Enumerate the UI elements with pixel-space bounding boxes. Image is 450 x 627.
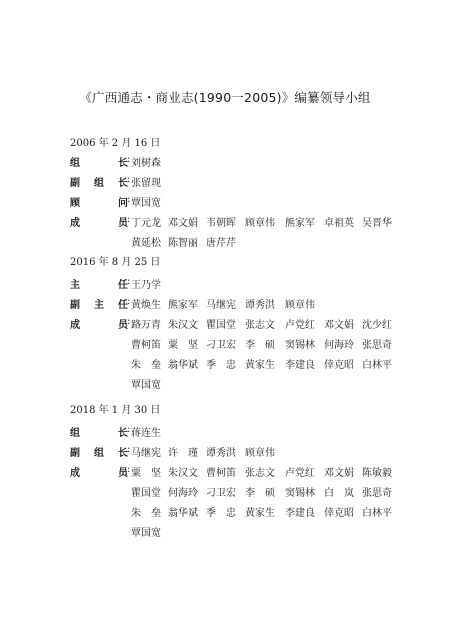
member-name: 覃国宽 <box>131 380 161 391</box>
member-name: 顾章伟 <box>245 448 275 459</box>
role-label: 副 : 主 任 <box>70 296 131 311</box>
member-name: 白林平 <box>362 508 392 519</box>
role-label: 组 : 长 <box>70 154 131 169</box>
member-name: 刁卫宏 <box>206 340 236 351</box>
member-name: 张志文 <box>245 320 275 331</box>
member-name: 熊家军 <box>168 300 198 311</box>
member-name: 张留现 <box>131 178 161 189</box>
member-name: 蒋连生 <box>131 428 161 439</box>
role-label-text: 主 <box>70 280 80 291</box>
member-name: 白林平 <box>362 360 392 371</box>
member-name: 瞿国堂 <box>206 320 236 331</box>
document-page: 《广西通志・商业志(1990一2005)》编纂领导小组 2006 年 2 月 16 日 组 : 长 副 : 组 长 顾 : 问 成 : 员 刘树森 张留现 覃国宽 丁元龙 邓文娟 韦朝晖 顾章伟 熊家军 卓祖英 吴晋华 黄延松 陈智丽 唐芹芹 2016 年 8 月 25 日 主 : 任 副 : 主 任 成 : 员 王乃学 黄焕生 熊家军 马继宪 谭秀洪 顾章伟 路万青 朱汉文 瞿国堂 张志文 卢党红 邓文娟 沈少红 曹柯笛 粟 坚 刁卫宏 李 硕 窦锡林 何海玲 张思奇 朱 垒 翁华斌 季 忠 黄家生 李建良 倖克昭 白林平 覃国宽 2018 年 1 月 30 日 组 : 长 副 : 组 长 成 : 员 蒋连生 马继宪 许 瑾 谭秀洪 顾章伟 粟 坚 朱汉文 曹柯笛 张志文 卢党红 邓文娟 陈敏毅 瞿国堂 何海玲 刁卫宏 李 硕 窦锡林 白 岚 张思奇 朱 垒 翁华斌 季 忠 黄家生 李建良 倖克昭 白林平 覃国宽 <box>0 0 450 627</box>
member-name: 邓文娟 <box>324 320 354 331</box>
section-date: 2006 年 2 月 16 日 <box>70 138 161 149</box>
member-name: 卢党红 <box>285 468 315 479</box>
member-name: 马继宪 <box>131 448 161 459</box>
member-name: 谭秀洪 <box>245 300 275 311</box>
member-name: 张思奇 <box>362 340 392 351</box>
member-name: 路万青 <box>131 320 161 331</box>
member-name: 黄延松 <box>131 238 161 249</box>
member-name: 丁元龙 <box>131 218 161 229</box>
member-name: 黄家生 <box>245 508 275 519</box>
member-name: 吴晋华 <box>362 218 392 229</box>
member-name: 倖克昭 <box>324 508 354 519</box>
role-label: 副 : 组 长 <box>70 174 131 189</box>
member-name: 谭秀洪 <box>206 448 236 459</box>
member-name: 黄家生 <box>245 360 275 371</box>
member-name: 顾章伟 <box>285 300 315 311</box>
member-name: 陈敏毅 <box>362 468 392 479</box>
member-name: 熊家军 <box>285 218 315 229</box>
member-name: 瞿国堂 <box>131 488 161 499</box>
member-name: 李建良 <box>285 360 315 371</box>
member-name: 曹柯笛 <box>131 340 161 351</box>
member-name: 陈智丽 <box>168 238 198 249</box>
member-name: 沈少红 <box>362 320 392 331</box>
member-name: 张思奇 <box>362 488 392 499</box>
member-name: 覃国宽 <box>131 528 161 539</box>
member-name: 唐芹芹 <box>206 238 236 249</box>
member-name: 窦锡林 <box>285 488 315 499</box>
role-label-text: 副 <box>70 448 80 459</box>
member-name: 倖克昭 <box>324 360 354 371</box>
role-label-text: 副 <box>70 178 80 189</box>
section-date: 2018 年 1 月 30 日 <box>70 405 161 416</box>
member-name: 何海玲 <box>168 488 198 499</box>
role-label-text: 成 <box>70 320 80 331</box>
role-label: 顾 : 问 <box>70 194 131 209</box>
role-label-text: 成 <box>70 468 80 479</box>
role-label: 成 : 员 <box>70 214 131 229</box>
member-name: 覃国宽 <box>131 198 161 209</box>
role-label: 主 : 任 <box>70 276 131 291</box>
member-name: 黄焕生 <box>131 300 161 311</box>
role-label-text: 组 <box>70 158 80 169</box>
member-name: 刘树森 <box>131 158 161 169</box>
member-name: 窦锡林 <box>285 340 315 351</box>
member-name: 朱汉文 <box>168 468 198 479</box>
role-label-text: 副 <box>70 300 80 311</box>
document-title: 《广西通志・商业志(1990一2005)》编纂领导小组 <box>79 90 371 105</box>
member-name: 王乃学 <box>131 280 161 291</box>
member-name: 朱汉文 <box>168 320 198 331</box>
member-name: 顾章伟 <box>245 218 275 229</box>
role-label-text: 顾 <box>70 198 80 209</box>
member-name: 何海玲 <box>324 340 354 351</box>
member-name: 邓文娟 <box>168 218 198 229</box>
role-label-text: 成 <box>70 218 80 229</box>
member-name: 卓祖英 <box>324 218 354 229</box>
member-name: 曹柯笛 <box>206 468 236 479</box>
role-label: 副 : 组 长 <box>70 444 131 459</box>
role-label: 成 : 员 <box>70 316 131 331</box>
role-label: 成 : 员 <box>70 464 131 479</box>
member-name: 翁华斌 <box>168 360 198 371</box>
member-name: 张志文 <box>245 468 275 479</box>
member-name: 卢党红 <box>285 320 315 331</box>
section-date: 2016 年 8 月 25 日 <box>70 257 161 268</box>
member-name: 刁卫宏 <box>206 488 236 499</box>
member-name: 邓文娟 <box>324 468 354 479</box>
member-name: 翁华斌 <box>168 508 198 519</box>
member-name: 马继宪 <box>206 300 236 311</box>
role-label-text: 组 <box>70 428 80 439</box>
role-label: 组 : 长 <box>70 424 131 439</box>
member-name: 韦朝晖 <box>206 218 236 229</box>
member-name: 李建良 <box>285 508 315 519</box>
